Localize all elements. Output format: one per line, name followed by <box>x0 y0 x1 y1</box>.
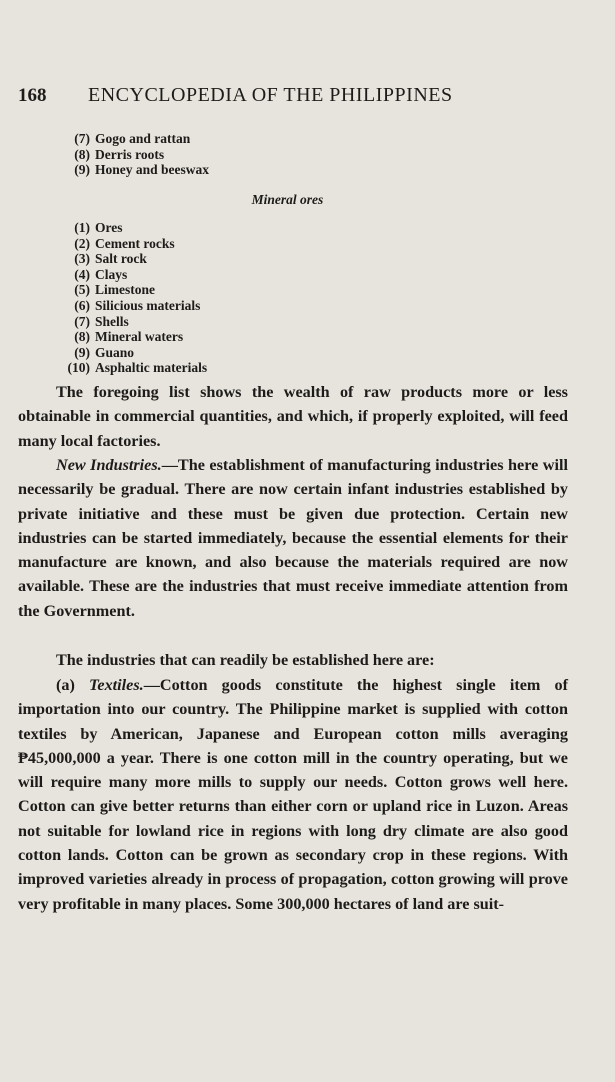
page-header <box>18 84 453 107</box>
list-item: (9) Guano <box>74 344 135 360</box>
running-title: ENCYCLOPEDIA OF THE PHILIPPINES <box>88 84 453 106</box>
list-item: (4) Clays <box>74 266 128 282</box>
paragraph-new-industries: New Industries.—The establishment of manufacturing industries here will necessarily be gradual. There are now certain infant industries established by private initiative and these must be given due protection. Certain new industries can be started immediately, because the essential elements for their manufacture are known, and also because the materials required are now available. These are the industries that must receive immediate attention from the Government. <box>18 456 568 620</box>
forest-products-list <box>64 131 209 178</box>
list-item: (5) Limestone <box>74 282 155 298</box>
run-in-heading: New Industries. <box>56 456 162 474</box>
paragraph-textiles: (a) Textiles.—Cotton goods constitute the highest single item of importation into our country. The Philippine market is supplied with cotton textiles by American, Japanese and European cotton mills averaging ₱45,000,000 a year. There is one cotton mill in the country operating, but we will require many more mills to supply our needs. Cotton grows well here. Cotton can give better returns than either corn or upland rice in Luzon. Areas not suitable for lowland rice in regions with long dry climate are also good cotton lands. Cotton can be grown as secondary crop in these regions. With improved varieties already in process of propagation, cotton growing will prove very profitable in many places. Some 300,000 hectares of land are suit- <box>18 676 568 913</box>
section-subheading: Mineral ores <box>251 192 324 207</box>
list-item: (10) Asphaltic materials <box>67 360 208 376</box>
list-item: (7) Shells <box>74 313 129 329</box>
list-item: (6) Silicious materials <box>74 297 201 313</box>
mineral-ores-list <box>64 220 207 376</box>
list-item: (8) Mineral waters <box>74 329 184 345</box>
list-item: (1) Ores <box>74 220 123 235</box>
list-item: (8) Derris roots <box>74 146 165 162</box>
run-in-heading: Textiles. <box>88 676 144 694</box>
paragraph-industries-intro: The industries that can readily be established here are: <box>56 651 435 669</box>
list-item: (9) Honey and beeswax <box>74 162 210 178</box>
list-item: (3) Salt rock <box>74 251 147 267</box>
page-number: 168 <box>18 85 47 106</box>
list-item: (2) Cement rocks <box>74 235 175 251</box>
paragraph-foregoing-list: The foregoing list shows the wealth of raw products more or less obtainable in commercial quantities, and which, if properly exploited, will feed many local factories. <box>18 383 568 450</box>
list-item: (7) Gogo and rattan <box>74 131 191 146</box>
